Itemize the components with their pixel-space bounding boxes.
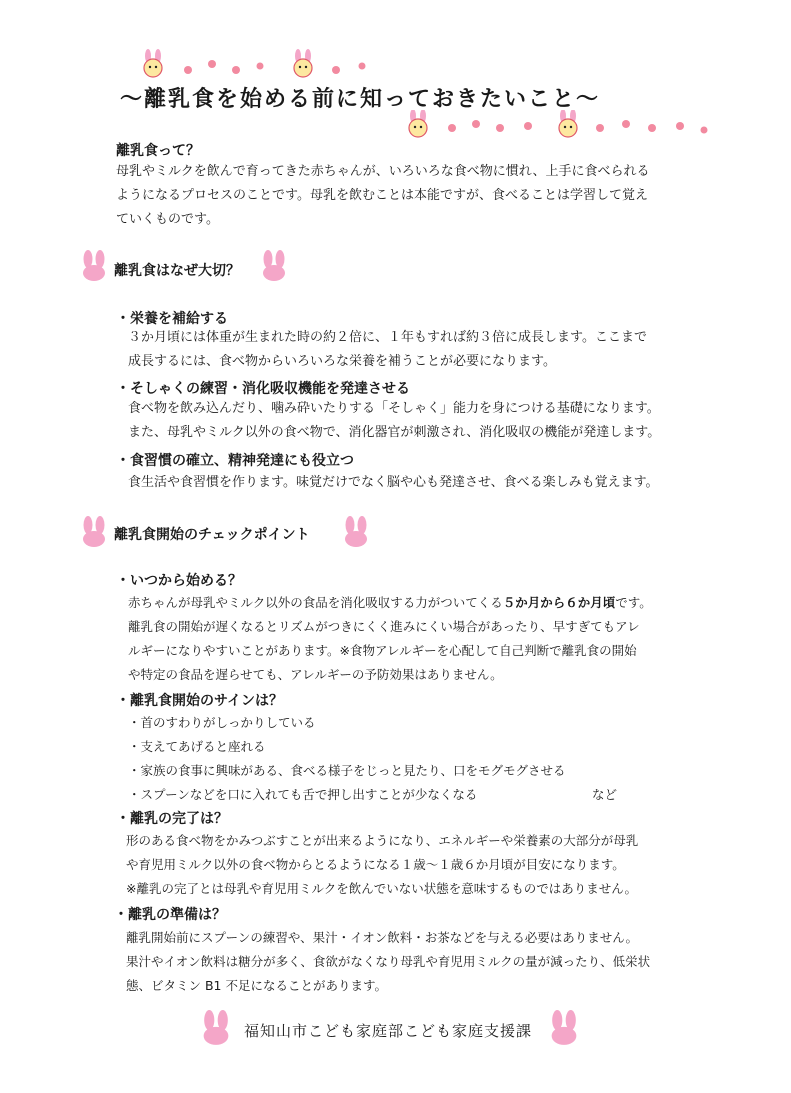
when-line-text: です。	[615, 595, 652, 610]
bunny-icon	[548, 1010, 580, 1046]
complete-title: ・離乳の完了は？	[116, 811, 228, 827]
when-line: ルギーになりやすいことがあります。※食物アレルギーを心配して自己判断で離乳食の開始	[128, 643, 637, 658]
why-item-line: 食べ物を飲み込んだり、噛み砕いたりする「そしゃく」能力を身につける基礎になります。	[128, 401, 660, 416]
rabbit-face-icon	[559, 110, 577, 137]
why-item-body	[128, 471, 659, 495]
why-item-line: ３か月頃には体重が生まれた時の約２倍に、１年もすれば約３倍に成長します。ここまで	[128, 330, 647, 345]
sign-item: ・支えてあげると座れる	[128, 739, 266, 754]
bunny-icon	[342, 516, 370, 548]
prep-line: 離乳開始前にスプーンの練習や、果汁・イオン飲料・お茶などを与える必要はありません。	[126, 930, 639, 945]
bunny-icon	[80, 250, 108, 282]
why-item-body	[128, 397, 660, 445]
bunny-icon	[80, 516, 108, 548]
signs-etc: など	[592, 787, 618, 802]
sign-item: ・家族の食事に興味がある、食べる様子をじっと見たり、口をモグモグさせる	[128, 763, 566, 778]
prep-line: 態、ビタミン B1 不足になることがあります。	[126, 978, 387, 993]
why-item-line: 成長するには、食べ物からいろいろな栄養を補うことが必要になります。	[128, 354, 556, 369]
prep-title: ・離乳の準備は？	[114, 907, 226, 923]
signs-list	[128, 711, 566, 807]
intro-line: 母乳やミルクを飲んで育ってきた赤ちゃんが、いろいろな食べ物に慣れ、上手に食べられる	[116, 164, 650, 179]
why-item-line: また、母乳やミルク以外の食べ物で、消化器官が刺激され、消化吸収の機能が発達します。	[128, 425, 661, 440]
complete-line: ※離乳の完了とは母乳や育児用ミルクを飲んでいない状態を意味するものではありません。	[126, 881, 637, 896]
why-item-title: ・そしゃくの練習・消化吸収機能を発達させる	[116, 381, 410, 397]
when-body	[128, 591, 652, 687]
when-line: や特定の食品を遅らせても、アレルギーの予防効果はありません。	[128, 667, 503, 682]
why-item-title: ・食習慣の確立、精神発達にも役立つ	[116, 453, 354, 469]
prep-body	[126, 926, 650, 998]
when-line-text: 赤ちゃんが母乳やミルク以外の食品を消化吸収する力がついてくる	[128, 595, 503, 610]
sign-item: ・スプーンなどを口に入れても舌で押し出すことが少なくなる	[128, 787, 478, 802]
rabbit-face-icon	[409, 110, 427, 137]
sign-item: ・首のすわりがしっかりしている	[128, 715, 316, 730]
why-item-title: ・栄養を補給する	[116, 311, 228, 327]
prep-line: 果汁やイオン飲料は糖分が多く、食欲がなくなり母乳や育児用ミルクの量が減ったり、低栄状	[126, 954, 651, 969]
complete-line: や育児用ミルク以外の食べ物からとるようになる１歳～１歳６か月頃が目安になります。	[126, 857, 625, 872]
complete-line: 形のある食べ物をかみつぶすことが出来るようになり、エネルギーや栄養素の大部分が母乳	[126, 833, 639, 848]
when-title: ・いつから始める？	[116, 573, 242, 589]
intro-heading: 離乳食って？	[116, 143, 200, 159]
intro-line: ようになるプロセスのことです。母乳を飲むことは本能ですが、食べることは学習して覚え	[116, 188, 648, 203]
bunny-icon	[260, 250, 288, 282]
when-line: 離乳食の開始が遅くなるとリズムがつきにくく進みにくい場合があったり、早すぎてもアレ	[128, 619, 640, 634]
intro-text	[116, 160, 650, 232]
when-line-emphasis: ５か月から６か月頃	[502, 595, 616, 610]
signs-title: ・離乳食開始のサインは？	[116, 693, 284, 709]
footer-department: 福知山市こども家庭部こども家庭支援課	[244, 1022, 533, 1040]
rabbit-face-icon	[144, 49, 162, 77]
when-line	[128, 591, 652, 615]
why-item-body	[128, 326, 647, 374]
why-heading: 離乳食はなぜ大切？	[114, 263, 240, 279]
rabbit-face-icon	[294, 49, 312, 77]
complete-body	[126, 829, 638, 901]
why-item-line: 食生活や食習慣を作ります。味覚だけでなく脳や心も発達させ、食べる楽しみも覚えます。	[128, 475, 659, 490]
title-decoration-top	[140, 48, 380, 84]
bunny-icon	[200, 1010, 232, 1046]
title-decoration-bottom	[400, 110, 720, 144]
check-heading: 離乳食開始のチェックポイント	[114, 527, 310, 543]
intro-line: ていくものです。	[116, 212, 219, 227]
page-title: ～離乳食を始める前に知っておきたいこと～	[120, 87, 601, 112]
